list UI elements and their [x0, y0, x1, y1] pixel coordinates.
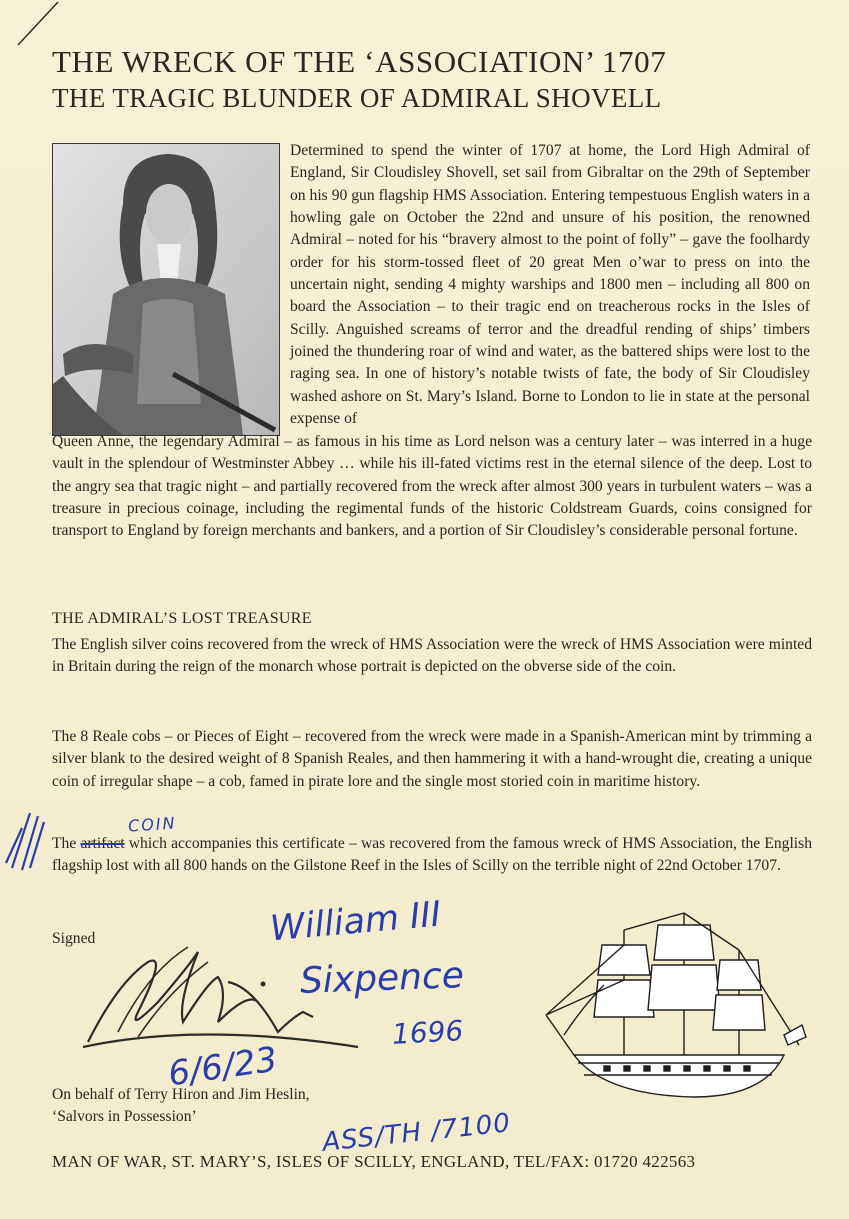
handwritten-date: 6/6/23	[165, 1039, 280, 1095]
signed-label: Signed	[52, 930, 96, 947]
behalf-line-1: On behalf of Terry Hiron and Jim Heslin,	[52, 1086, 310, 1103]
behalf-line-2: ‘Salvors in Possession’	[52, 1108, 197, 1125]
handwritten-reference: ASS/TH /7100	[320, 1108, 513, 1158]
behalf-text	[52, 1084, 310, 1128]
admiral-portrait-image	[52, 143, 280, 436]
footer-address: MAN OF WAR, ST. MARY’S, ISLES OF SCILLY, ENGLAND, TEL/FAX: 01720 422563	[52, 1152, 696, 1171]
struck-word: artifact	[80, 835, 125, 852]
para3-rest: which accompanies this certificate – was recovered from the famous wreck of HMS Association, the English flagship lost with all 800 hands on the Gilstone Reef in the Isles of Scilly on the terrible night of 22nd October 1707.	[52, 835, 812, 875]
para3-start: The	[52, 835, 81, 852]
pen-stroke-mark	[0, 0, 60, 50]
sailing-ship-illustration	[544, 905, 809, 1105]
title-line-2: THE TRAGIC BLUNDER OF ADMIRAL SHOVELL	[52, 83, 662, 113]
intro-text-part-2: Queen Anne, the legendary Admiral – as famous in his time as Lord nelson was a century later – was interred in a huge vault in the splendour of Westminster Abbey … while his ill-fated victims rest in the eternal silence of the deep. Lost to the angry sea that tragic night – and partially recovered from the wreck after almost 300 years in turbulent waters – was a treasure in precious coinage, including the regimental funds of the historic Coldstream Guards, coins consigned for transport to England by foreign merchants and bankers, and a portion of Sir Cloudisley’s considerable personal fortune.	[52, 433, 812, 540]
handwritten-monarch: William III	[268, 894, 443, 950]
handwritten-denomination: Sixpence	[299, 955, 465, 1002]
paragraph-reale-cobs: The 8 Reale cobs – or Pieces of Eight – recovered from the wreck were made in a Spanish-American mint by trimming a silver blank to the desired weight of 8 Spanish Reales, and then hammering it with a hand-wrought die, creating a unique coin of irregular shape – a cob, famed in pirate lore and the single most storied coin in maritime history.	[52, 728, 812, 790]
handwritten-year: 1696	[391, 1014, 465, 1051]
title-line-1: THE WRECK OF THE ‘ASSOCIATION’ 1707	[52, 44, 667, 79]
handwritten-correction: COIN	[127, 813, 178, 836]
handwritten-bracket-mark	[0, 808, 50, 878]
section-heading: THE ADMIRAL’S LOST TREASURE	[52, 610, 312, 627]
paragraph-silver-coins: The English silver coins recovered from the wreck of HMS Association were the wreck of HMS Association were minted in Britain during the reign of the monarch whose portrait is depicted on the obverse side of the coin.	[52, 636, 812, 676]
intro-text-part-1: Determined to spend the winter of 1707 at home, the Lord High Admiral of England, Sir Cloudisley Shovell, set sail from Gibraltar on the 29th of September on his 90 gun flagship HMS Association. Entering tempestuous English waters in a howling gale on October the 22nd and unsure of his position, the renowned Admiral – noted for his “bravery almost to the point of folly” – gave the foolhardy order for his storm-tossed fleet of 20 great Men o’war to press on into the uncertain night, sending 4 mighty warships and 1800 men – including all 800 on board the Association – to their tragic end on treacherous rocks in the Isles of Scilly. Anguished screams of terror and the dreadful rending of ships’ timbers joined the thundering roar of wind and water, as the battered ships were lost to the raging sea. In one of history’s notable twists of fate, the body of Sir Cloudisley washed ashore on St. Mary’s Island. Borne to London to lie in state at the personal expense of	[290, 142, 810, 428]
paragraph-certificate-item	[52, 833, 812, 878]
